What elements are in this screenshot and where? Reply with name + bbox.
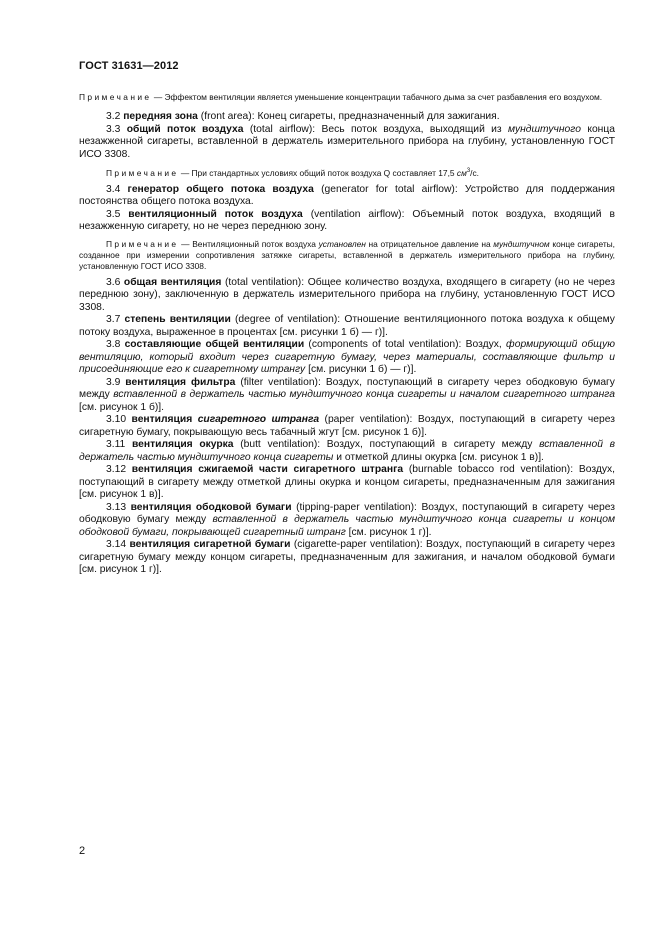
term: вентиляция сжигаемой части сигаретного штранга xyxy=(131,464,404,476)
document-header: ГОСТ 31631—2012 xyxy=(79,60,179,72)
term: вентиляция ободковой бумаги xyxy=(130,501,292,513)
note-3 xyxy=(79,239,615,272)
term: генератор общего потока воздуха xyxy=(127,183,314,195)
term: вентиляция xyxy=(131,414,193,426)
note-text: Вентиляционный поток воздуха xyxy=(192,238,316,249)
section-number: 3.7 xyxy=(106,314,121,326)
definition-italic: формирующий общую вентиляцию, который входит через сигаретную бумагу, через материалы, составляющие фильтр и присоединяющие его к сигаретному штрангу xyxy=(79,339,615,376)
term-italic: сигаретного штранга xyxy=(197,414,320,426)
definition: [см. рисунки 1 б) — г)]. xyxy=(308,364,417,376)
note-dash: — xyxy=(180,167,190,178)
term-english: (butt ventilation): xyxy=(240,439,321,451)
definition: и отметкой длины окурка [см. рисунок 1 в)]. xyxy=(336,451,544,463)
note-unit: см xyxy=(456,167,467,178)
definition: [см. рисунок 1 б)]. xyxy=(79,401,164,413)
term-english: (filter ventilation): xyxy=(240,376,321,388)
section-number: 3.5 xyxy=(106,208,121,220)
definition: Весь поток воздуха, выходящий из xyxy=(321,123,502,135)
section-3-2 xyxy=(79,111,615,124)
section-number: 3.8 xyxy=(106,339,121,351)
term-english: (total airflow): xyxy=(249,123,316,135)
term: вентиляция фильтра xyxy=(125,376,236,388)
section-3-13 xyxy=(79,502,615,540)
section-3-11 xyxy=(79,439,615,464)
definition: [см. рисунок 1 г)]. xyxy=(348,526,432,538)
definition: Воздух, поступающий в сигарету через сигаретную бумагу между концом сигареты, предназначенным для зажигания, и началом ободковой бумаги [см. рисунок 1 г)]. xyxy=(79,539,615,576)
note-text: конце сигареты, созданное при измерении сопротивления затяжке сигареты, вставленной в держатель измерительного прибора на глубину, установленную ГОСТ ИСО 3308. xyxy=(79,238,616,271)
section-number: 3.10 xyxy=(106,414,127,426)
note-label: Примечание xyxy=(79,92,152,102)
term: общий поток воздуха xyxy=(126,123,244,135)
term: общая вентиляция xyxy=(123,276,222,288)
definition-italic: вставленной в держатель частью мундштучного конца сигареты и концом ободковой бумаги, покрывающей сигаретный штранг xyxy=(79,514,616,538)
definition: Воздух, поступающий в сигарету через сигаретную бумагу, покрывающую весь табачный жгут [см. рисунок 1 б)]. xyxy=(79,414,615,438)
term-english: (total ventilation): xyxy=(224,276,305,288)
note-dash: — xyxy=(153,92,163,102)
term-english: (burnable tobacco rod ventilation): xyxy=(408,464,574,476)
definition: Устройство для поддержания постоянства общего потока воздуха. xyxy=(79,183,615,208)
section-3-14 xyxy=(79,539,615,577)
term: передняя зона xyxy=(123,111,198,122)
definition: Отношение вентиляционного потока воздуха к общему потоку воздуха, выраженное в процентах [см. рисунки 1 б) — г)]. xyxy=(79,314,615,338)
section-number: 3.13 xyxy=(106,501,127,513)
definition-italic: вставленной в держатель частью мундштучного конца сигареты и началом сигаретного штранга xyxy=(113,389,615,401)
section-number: 3.4 xyxy=(106,183,121,195)
definition: Общее количество воздуха, входящего в сигарету (но не через переднюю зону), заключенную в держатель измерительного прибора на глубину, установленную ГОСТ ИСО 3308. xyxy=(79,276,615,313)
term-english: (generator for total airflow): xyxy=(321,183,458,195)
term: вентиляция сигаретной бумаги xyxy=(129,539,291,551)
definition: конца незажженной сигареты, вставленной в держатель измерительного прибора на глубину, установленную ГОСТ ИСО 3308. xyxy=(79,123,615,160)
note-unit-tail: /с. xyxy=(470,167,480,178)
section-number: 3.14 xyxy=(106,539,127,551)
section-3-3 xyxy=(79,124,615,162)
note-text-italic: установлен xyxy=(318,238,366,249)
section-number: 3.9 xyxy=(106,376,121,388)
term-english: (front area): xyxy=(200,111,255,122)
definition: Воздух, поступающий в сигарету между xyxy=(326,439,533,451)
term-english: (degree of ventilation): xyxy=(234,314,341,326)
section-3-8 xyxy=(79,339,615,377)
term: составляющие общей вентиляции xyxy=(124,339,305,351)
definition: Объемный поток воздуха, входящий в незажженную сигарету, но не через переднюю зону. xyxy=(79,208,615,233)
section-3-6 xyxy=(79,277,615,315)
note-text: Эффектом вентиляции является уменьшение концентрации табачного дыма за счет разбавления его воздухом. xyxy=(164,92,603,102)
section-number: 3.6 xyxy=(106,276,121,288)
section-3-9 xyxy=(79,377,615,415)
section-3-5 xyxy=(79,209,615,234)
section-3-7 xyxy=(79,314,615,339)
note-text: При стандартных условиях общий поток воздуха Q составляет 17,5 xyxy=(191,167,455,178)
section-3-4 xyxy=(79,184,615,209)
term-english: (paper ventilation): xyxy=(324,414,413,426)
definition: Воздух, поступающий в сигарету между отметкой длины окурка и концом сигареты, предназначенным для зажигания [см. рисунок 1 в)]. xyxy=(79,464,615,501)
definition-italic: мундштучного xyxy=(508,123,581,135)
definition: Конец сигареты, предназначенный для зажигания. xyxy=(257,111,500,122)
page-number: 2 xyxy=(79,845,86,857)
section-3-10 xyxy=(79,414,615,439)
term-english: (ventilation airflow): xyxy=(310,208,405,220)
note-2 xyxy=(79,166,615,179)
note-text-italic: мундштучном xyxy=(493,238,550,249)
note-text: на отрицательное давление на xyxy=(368,238,491,249)
section-number: 3.11 xyxy=(106,439,126,451)
term: вентиляция окурка xyxy=(131,439,234,451)
definition: Воздух, поступающий в сигарету через ободковую бумагу между xyxy=(79,501,615,526)
note-label: Примечание xyxy=(106,238,179,249)
section-number: 3.3 xyxy=(106,123,121,135)
term: вентиляционный поток воздуха xyxy=(128,208,303,220)
term-english: (components of total ventilation): xyxy=(308,339,462,351)
section-3-12 xyxy=(79,464,615,502)
note-unit-exponent: 3 xyxy=(466,168,471,174)
definition-italic: вставленной в держатель частью мундштучного конца сигареты xyxy=(79,439,615,463)
definition: Воздух, xyxy=(465,339,502,351)
note-label: Примечание xyxy=(106,167,179,178)
term-english: (cigarette-paper ventilation): xyxy=(293,539,423,551)
term: степень вентиляции xyxy=(124,314,231,326)
section-number: 3.2 xyxy=(106,111,121,122)
note-1 xyxy=(79,92,615,103)
definition: Воздух, поступающий в сигарету через ободковую бумагу между xyxy=(79,376,615,401)
note-dash: — xyxy=(181,238,190,249)
document-body xyxy=(79,92,615,577)
term-english: (tipping-paper ventilation): xyxy=(296,501,417,513)
section-number: 3.12 xyxy=(106,464,127,476)
